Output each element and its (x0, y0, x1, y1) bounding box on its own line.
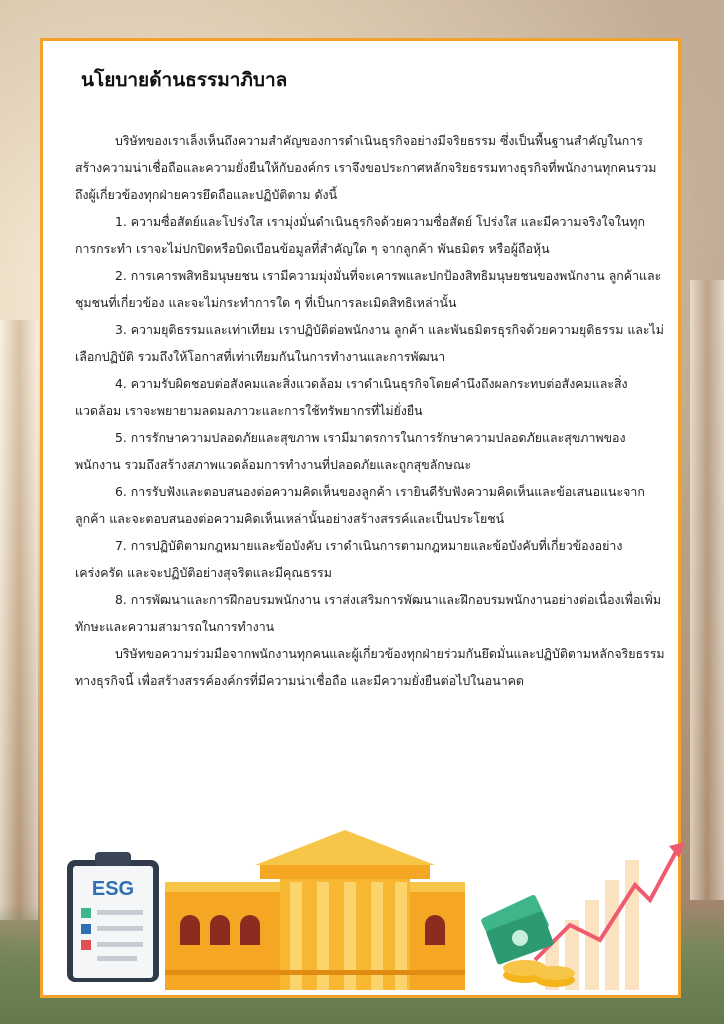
background-column-left (0, 320, 38, 920)
intro-paragraph: บริษัทของเราเล็งเห็นถึงความสำคัญของการดำเนินธุรกิจอย่างมีจริยธรรม ซึ่งเป็นพื้นฐานสำคัญในการสร้างความน่าเชื่อถือและความยั่งยืนให้กับองค์กร เราจึงขอประกาศหลักจริยธรรมทางธุรกิจที่พนักงานทุกคนรวมถึงผู้เกี่ยวข้องทุกฝ่ายควรยึดถือและปฏิบัติตาม ดังนี้ (75, 133, 657, 202)
policy-item-6: 6. การรับฟังและตอบสนองต่อความคิดเห็นของลูกค้า เรายินดีรับฟังความคิดเห็นและข้อเสนอแนะจากลูกค้า และจะตอบสนองต่อความคิดเห็นเหล่านั้นอย่างสร้างสรรค์และเป็นประโยชน์ (75, 484, 645, 526)
esg-label: ESG (91, 878, 135, 900)
policy-item-2: 2. การเคารพสิทธิมนุษยชน เรามีความมุ่งมั่นที่จะเคารพและปกป้องสิทธิมนุษยชนของพนักงาน ลูกค้าและชุมชนที่เกี่ยวข้อง และจะไม่กระทำการใด ๆ ที่เป็นการละเมิดสิทธิเหล่านั้น (75, 268, 662, 310)
policy-item-5: 5. การรักษาความปลอดภัยและสุขภาพ เรามีมาตรการในการรักษาความปลอดภัยและสุขภาพของพนักงาน รวมถึงสร้างสภาพแวดล้อมการทำงานที่ปลอดภัยและถูกสุขลักษณะ (75, 430, 626, 472)
document-body (75, 127, 665, 694)
building-icon (165, 830, 465, 990)
policy-item-7: 7. การปฏิบัติตามกฎหมายและข้อบังคับ เราดำเนินการตามกฎหมายและข้อบังคับที่เกี่ยวข้องอย่างเคร่งครัด และจะปฏิบัติอย่างสุจริตและมีคุณธรรม (75, 538, 623, 580)
policy-item-1: 1. ความซื่อสัตย์และโปร่งใส เรามุ่งมั่นดำเนินธุรกิจด้วยความซื่อสัตย์ โปร่งใส และมีความจริงใจในทุกการกระทำ เราจะไม่ปกปิดหรือบิดเบือนข้อมูลที่สำคัญใด ๆ จากลูกค้า พันธมิตร หรือผู้ถือหุ้น (75, 214, 646, 256)
esg-clipboard-icon (67, 852, 159, 982)
policy-item-8: 8. การพัฒนาและการฝึกอบรมพนักงาน เราส่งเสริมการพัฒนาและฝึกอบรมพนักงานอย่างต่อเนื่องเพื่อเพิ่มทักษะและความสามารถในการทำงาน (75, 592, 661, 634)
policy-item-4: 4. ความรับผิดชอบต่อสังคมและสิ่งแวดล้อม เราดำเนินธุรกิจโดยคำนึงถึงผลกระทบต่อสังคมและสิ่งแวดล้อม เราจะพยายามลดมลภาวะและการใช้ทรัพยากรที่ไม่ยั่งยืน (75, 376, 628, 418)
closing-paragraph: บริษัทขอความร่วมมือจากพนักงานทุกคนและผู้เกี่ยวข้องทุกฝ่ายร่วมกันยึดมั่นและปฏิบัติตามหลักจริยธรรมทางธุรกิจนี้ เพื่อสร้างสรรค์องค์กรที่มีความน่าเชื่อถือ และมีความยั่งยืนต่อไปในอนาคต (75, 646, 665, 688)
page-title: นโยบายด้านธรรมาภิบาล (81, 69, 288, 91)
background-column-right (690, 280, 724, 900)
footer-illustration (45, 820, 685, 995)
policy-item-3: 3. ความยุติธรรมและเท่าเทียม เราปฏิบัติต่อพนักงาน ลูกค้า และพันธมิตรธุรกิจด้วยความยุติธรรม และไม่เลือกปฏิบัติ รวมถึงให้โอกาสที่เท่าเทียมกันในการทำงานและการพัฒนา (75, 322, 664, 364)
money-coins-icon (480, 894, 575, 987)
